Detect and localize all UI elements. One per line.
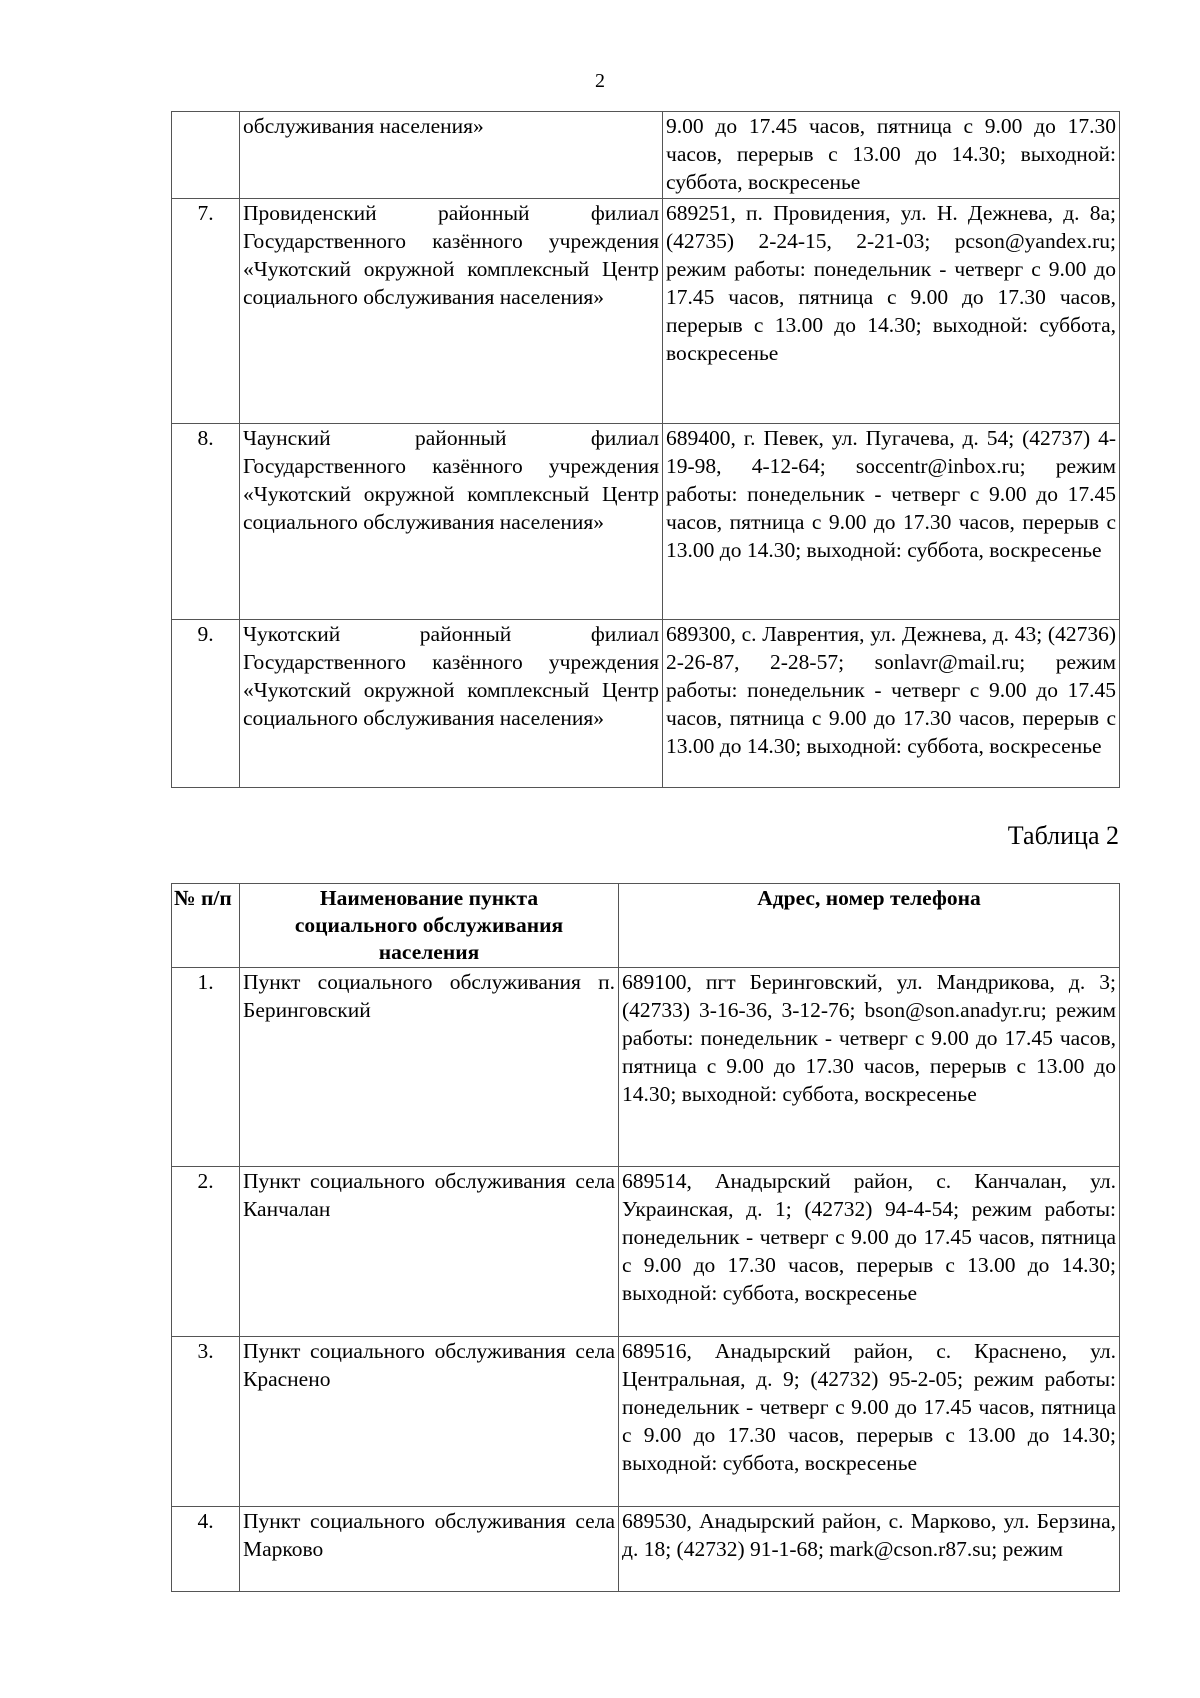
service-point-name: Пункт социального обслуживания села Марково	[240, 1507, 619, 1592]
organization-name: Чаунский районный филиал Государственного казённого учреждения «Чукотский окружной комплексный Центр социального обслуживания населения»	[240, 424, 663, 620]
header-number: № п/п	[172, 884, 240, 968]
service-point-name: Пункт социального обслуживания п. Беринговский	[240, 968, 619, 1167]
table-row	[172, 199, 1120, 424]
address-contacts: 689514, Анадырский район, с. Канчалан, ул. Украинская, д. 1; (42732) 94-4-54; режим работы: понедельник - четверг с 9.00 до 17.45 часов, пятница с 9.00 до 17.30 часов, перерыв с 13.00 до 14.30; выходной: суббота, воскресенье	[619, 1167, 1120, 1337]
table-row	[172, 968, 1120, 1167]
service-point-name: Пункт социального обслуживания села Краснено	[240, 1337, 619, 1507]
row-number: 8.	[172, 424, 240, 620]
address-contacts: 9.00 до 17.45 часов, пятница с 9.00 до 17.30 часов, перерыв с 13.00 до 14.30; выходной: суббота, воскресенье	[663, 112, 1120, 199]
address-contacts: 689100, пгт Беринговский, ул. Мандрикова, д. 3; (42733) 3-16-36, 3-12-76; bson@son.anadyr.ru; режим работы: понедельник - четверг с 9.00 до 17.45 часов, пятница с 9.00 до 17.30 часов, перерыв с 13.00 до 14.30; выходной: суббота, воскресенье	[619, 968, 1120, 1167]
service-point-name: Пункт социального обслуживания села Канчалан	[240, 1167, 619, 1337]
row-number: 4.	[172, 1507, 240, 1592]
table-header-row	[172, 884, 1120, 968]
table-row	[172, 1507, 1120, 1592]
organization-name: Провиденский районный филиал Государственного казённого учреждения «Чукотский окружной комплексный Центр социального обслуживания населения»	[240, 199, 663, 424]
address-contacts: 689516, Анадырский район, с. Краснено, ул. Центральная, д. 9; (42732) 95-2-05; режим работы: понедельник - четверг с 9.00 до 17.45 часов, пятница с 9.00 до 17.30 часов, перерыв с 13.00 до 14.30; выходной: суббота, воскресенье	[619, 1337, 1120, 1507]
table-row	[172, 1337, 1120, 1507]
address-contacts: 689530, Анадырский район, с. Марково, ул. Берзина, д. 18; (42732) 91-1-68; mark@cson.r87.su; режим	[619, 1507, 1120, 1592]
table-row	[172, 1167, 1120, 1337]
row-number: 1.	[172, 968, 240, 1167]
header-name: Наименование пункта социального обслуживания населения	[240, 884, 619, 968]
organization-name: Чукотский районный филиал Государственного казённого учреждения «Чукотский окружной комплексный Центр социального обслуживания населения»	[240, 620, 663, 788]
table-row	[172, 620, 1120, 788]
branches-table-continued	[171, 111, 1120, 788]
social-service-points-table	[171, 883, 1120, 1592]
address-contacts: 689300, с. Лаврентия, ул. Дежнева, д. 43; (42736) 2-26-87, 2-28-57; sonlavr@mail.ru; режим работы: понедельник - четверг с 9.00 до 17.45 часов, пятница с 9.00 до 17.30 часов, перерыв с 13.00 до 14.30; выходной: суббота, воскресенье	[663, 620, 1120, 788]
page-number: 2	[595, 70, 605, 92]
row-number: 7.	[172, 199, 240, 424]
header-address: Адрес, номер телефона	[619, 884, 1120, 968]
table-caption: Таблица 2	[1007, 821, 1119, 850]
row-number	[172, 112, 240, 199]
organization-name: обслуживания населения»	[240, 112, 663, 199]
table-row	[172, 424, 1120, 620]
row-number: 3.	[172, 1337, 240, 1507]
row-number: 2.	[172, 1167, 240, 1337]
row-number: 9.	[172, 620, 240, 788]
table-row	[172, 112, 1120, 199]
address-contacts: 689251, п. Провидения, ул. Н. Дежнева, д. 8а; (42735) 2-24-15, 2-21-03; pcson@yandex.ru; режим работы: понедельник - четверг с 9.00 до 17.45 часов, пятница с 9.00 до 17.30 часов, перерыв с 13.00 до 14.30; выходной: суббота, воскресенье	[663, 199, 1120, 424]
address-contacts: 689400, г. Певек, ул. Пугачева, д. 54; (42737) 4-19-98, 4-12-64; soccentr@inbox.ru; режим работы: понедельник - четверг с 9.00 до 17.45 часов, пятница с 9.00 до 17.30 часов, перерыв с 13.00 до 14.30; выходной: суббота, воскресенье	[663, 424, 1120, 620]
